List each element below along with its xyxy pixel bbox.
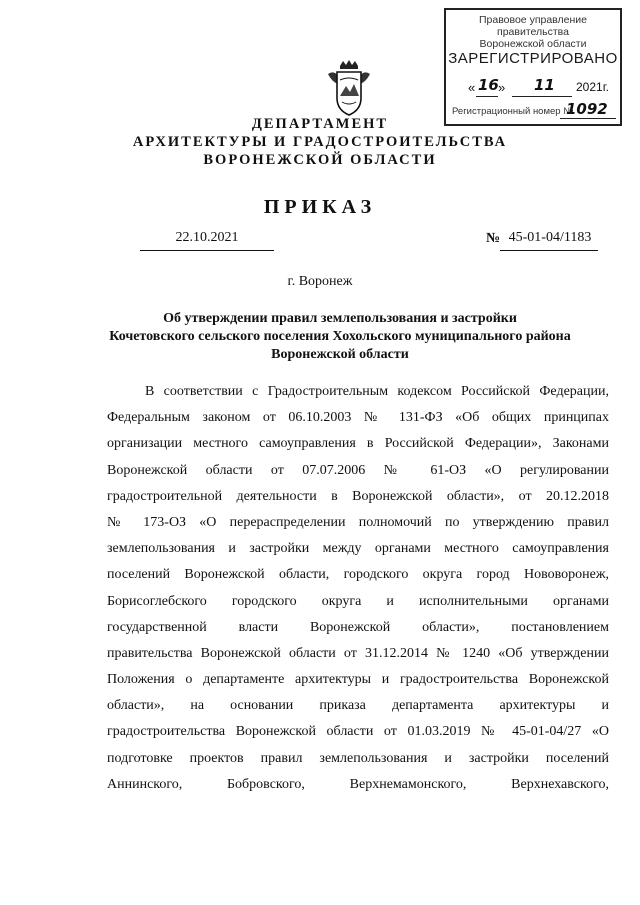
stamp-authority-line1: Правовое управление правительства bbox=[478, 14, 587, 38]
body-line: Воронежской области от 07.07.2006 № 61-ОЗ «О регулировании bbox=[107, 462, 609, 478]
stamp-month-underline bbox=[512, 96, 572, 97]
body-line: подготовке проектов правил землепользования и застройки поселений bbox=[107, 750, 609, 766]
order-title: ПРИКАЗ bbox=[263, 196, 377, 218]
order-date-underline bbox=[140, 250, 274, 251]
body-line: Положения о департаменте архитектуры и градостроительства Воронежской bbox=[107, 672, 609, 688]
body-line: организации местного самоуправления в Российской Федерации», Законами bbox=[107, 436, 609, 452]
order-number: 45-01-04/1183 bbox=[508, 230, 592, 245]
order-city: г. Воронеж bbox=[287, 274, 353, 289]
body-line: градостроительства Воронежской области от 01.03.2019 № 45-01-04/27 «О bbox=[107, 724, 609, 740]
body-line: № 173-ОЗ «О перераспределении полномочий по утверждению правил bbox=[107, 514, 609, 530]
body-line: правительства Воронежской области от 31.12.2014 № 1240 «Об утверждении bbox=[107, 645, 609, 661]
subject-line-3: Воронежской области bbox=[271, 347, 409, 362]
body-line: Федеральным законом от 06.10.2003 № 131-ФЗ «Об общих принципах bbox=[107, 410, 609, 426]
stamp-date bbox=[452, 76, 614, 100]
body-line: Борисоглебского городского округа и исполнительными органами bbox=[107, 593, 609, 609]
stamp-quote-close: » bbox=[498, 80, 506, 95]
order-number-underline bbox=[500, 250, 598, 251]
subject-line-1: Об утверждении правил землепользования и застройки bbox=[163, 311, 517, 326]
body-line: В соответствии с Градостроительным кодексом Российской Федерации, bbox=[145, 384, 609, 399]
body-line: государственной власти Воронежской области», постановлением bbox=[107, 619, 609, 635]
body-text bbox=[107, 382, 609, 801]
order-date: 22.10.2021 bbox=[175, 230, 239, 245]
stamp-day: 16 bbox=[478, 76, 499, 94]
stamp-registered-label: ЗАРЕГИСТРИРОВАНО bbox=[448, 50, 618, 67]
stamp-year: 2021г. bbox=[576, 80, 609, 94]
department-line-1: ДЕПАРТАМЕНТ bbox=[251, 116, 389, 132]
body-line: землепользования и застройки между органами местного самоуправления bbox=[107, 541, 609, 557]
department-line-2: АРХИТЕКТУРЫ И ГРАДОСТРОИТЕЛЬСТВА bbox=[132, 134, 508, 150]
stamp-number: 1092 bbox=[566, 100, 608, 118]
stamp-number-label: Регистрационный номер № bbox=[452, 106, 574, 117]
stamp-month: 11 bbox=[534, 76, 555, 94]
stamp-authority-line2: Воронежской области bbox=[479, 38, 587, 50]
registration-stamp bbox=[444, 8, 622, 126]
stamp-day-underline bbox=[476, 96, 498, 97]
stamp-quote-open: « bbox=[468, 80, 476, 95]
order-subject bbox=[100, 310, 580, 364]
body-line: градостроительной деятельности в Воронежской области», от 20.12.2018 bbox=[107, 488, 609, 504]
body-line: Аннинского, Бобровского, Верхнемамонского, Верхнехавского, bbox=[107, 776, 609, 792]
order-number-sign: № bbox=[486, 231, 501, 246]
subject-line-2: Кочетовского сельского поселения Хохольского муниципального района bbox=[109, 329, 571, 344]
department-line-3: ВОРОНЕЖСКОЙ ОБЛАСТИ bbox=[203, 152, 437, 168]
body-line: области», на основании приказа департамента архитектуры и bbox=[107, 698, 609, 714]
stamp-authority bbox=[446, 14, 620, 50]
body-line: поселений Воронежской области, городского округа город Нововоронеж, bbox=[107, 567, 609, 583]
coat-of-arms-icon bbox=[326, 60, 372, 116]
